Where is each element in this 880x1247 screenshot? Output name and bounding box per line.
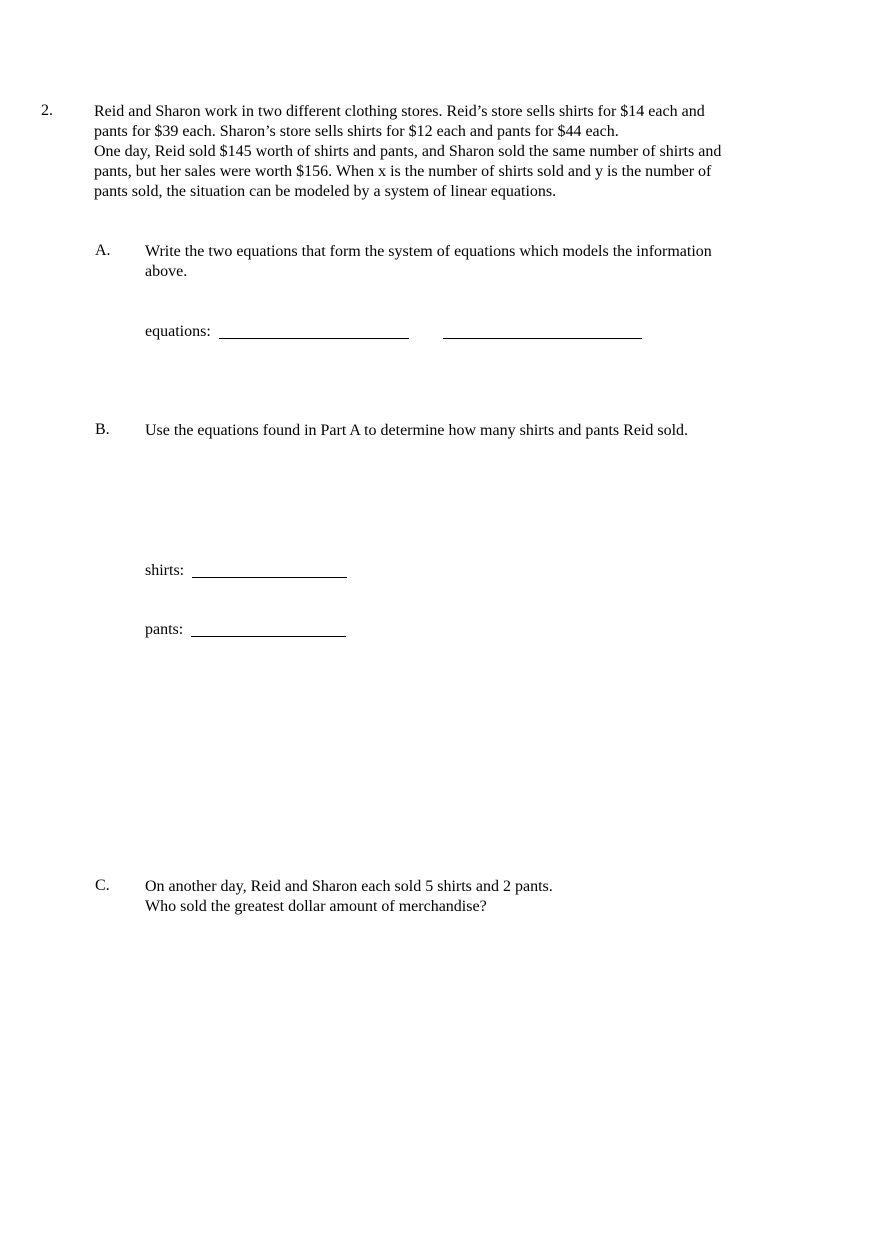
- part-a-line: above.: [145, 263, 188, 280]
- question-text: [94, 102, 721, 202]
- question-line: pants sold, the situation can be modeled by a system of linear equations.: [94, 183, 557, 200]
- question-line: pants for $39 each. Sharon’s store sells shirts for $12 each and pants for $44 each.: [94, 123, 619, 140]
- part-a-label: A.: [95, 242, 111, 259]
- equations-label: equations:: [145, 323, 211, 340]
- shirts-label: shirts:: [145, 562, 185, 579]
- question-line: One day, Reid sold $145 worth of shirts and pants, and Sharon sold the same number of shirts and: [94, 143, 722, 160]
- part-c-label: C.: [95, 877, 110, 894]
- part-a-text: [145, 242, 712, 282]
- part-c-line: On another day, Reid and Sharon each sold 5 shirts and 2 pants.: [145, 878, 553, 895]
- question-number: 2.: [41, 102, 53, 119]
- equation-1-blank[interactable]: [219, 322, 409, 339]
- pants-label: pants:: [145, 621, 184, 638]
- part-c-line: Who sold the greatest dollar amount of merchandise?: [145, 898, 487, 915]
- part-b-text: Use the equations found in Part A to determine how many shirts and pants Reid sold.: [145, 422, 689, 439]
- part-c-text: [145, 877, 553, 917]
- question-line: pants, but her sales were worth $156. When x is the number of shirts sold and y is the number of: [94, 163, 712, 180]
- pants-answer-row: [145, 620, 346, 639]
- question-line: Reid and Sharon work in two different clothing stores. Reid’s store sells shirts for $14 each and: [94, 103, 705, 120]
- equations-answer-row: [145, 322, 642, 341]
- equation-2-blank[interactable]: [443, 322, 642, 339]
- shirts-answer-row: [145, 561, 347, 580]
- part-a-line: Write the two equations that form the system of equations which models the information: [145, 243, 712, 260]
- shirts-blank[interactable]: [192, 561, 347, 578]
- pants-blank[interactable]: [191, 620, 346, 637]
- part-b-label: B.: [95, 421, 110, 438]
